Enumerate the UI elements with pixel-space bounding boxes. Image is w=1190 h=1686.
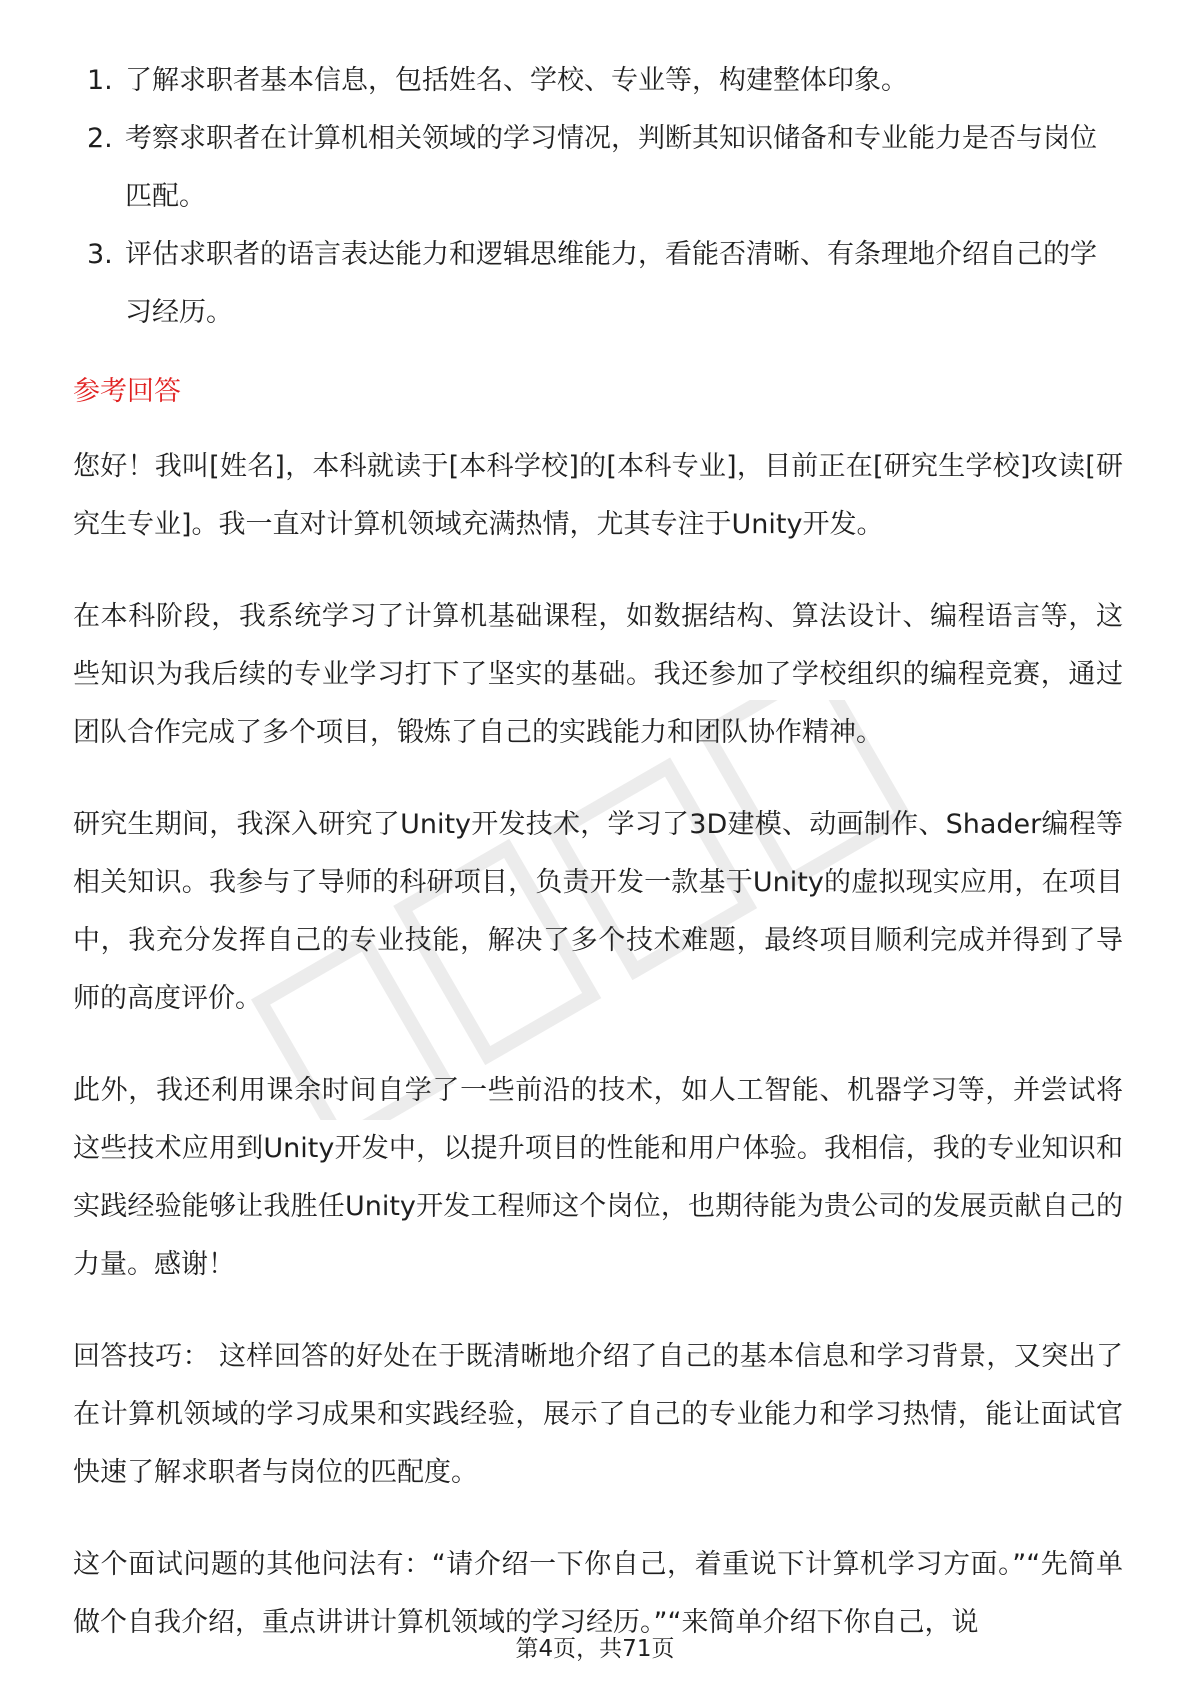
list-number: 1. bbox=[87, 65, 113, 96]
section-title: 参考回答 bbox=[73, 376, 181, 407]
paragraph: 您好！我叫[姓名]，本科就读于[本科学校]的[本科专业]，目前正在[研究生学校]攻读[研究生专业]。我一直对计算机领域充满热情，尤其专注于Unity开发。 bbox=[73, 451, 1123, 540]
list-number: 3. bbox=[87, 239, 113, 270]
numbered-list bbox=[73, 52, 1123, 342]
paragraph: 研究生期间，我深入研究了Unity开发技术，学习了3D建模、动画制作、Shader编程等相关知识。我参与了导师的科研项目，负责开发一款基于Unity的虚拟现实应用，在项目中，我充分发挥自己的专业技能，解决了多个技术难题，最终项目顺利完成并得到了导师的高度评价。 bbox=[73, 809, 1123, 1014]
list-item bbox=[73, 110, 1123, 226]
list-item bbox=[73, 52, 1123, 110]
list-text: 考察求职者在计算机相关领域的学习情况，判断其知识储备和专业能力是否与岗位匹配。 bbox=[125, 123, 1097, 212]
page-content bbox=[73, 52, 1123, 1686]
list-number: 2. bbox=[87, 123, 113, 154]
list-text: 评估求职者的语言表达能力和逻辑思维能力，看能否清晰、有条理地介绍自己的学习经历。 bbox=[125, 239, 1097, 328]
list-item bbox=[73, 226, 1123, 342]
paragraph: 回答技巧： 这样回答的好处在于既清晰地介绍了自己的基本信息和学习背景，又突出了在计算机领域的学习成果和实践经验，展示了自己的专业能力和学习热情，能让面试官快速了解求职者与岗位的匹配度。 bbox=[73, 1341, 1123, 1488]
page-footer: 第4页，共71页 bbox=[515, 1636, 675, 1662]
paragraph: 此外，我还利用课余时间自学了一些前沿的技术，如人工智能、机器学习等，并尝试将这些技术应用到Unity开发中，以提升项目的性能和用户体验。我相信，我的专业知识和实践经验能够让我胜任Unity开发工程师这个岗位，也期待能为贵公司的发展贡献自己的力量。感谢！ bbox=[73, 1075, 1123, 1280]
list-text: 了解求职者基本信息，包括姓名、学校、专业等，构建整体印象。 bbox=[125, 65, 908, 96]
paragraph: 在本科阶段，我系统学习了计算机基础课程，如数据结构、算法设计、编程语言等，这些知识为我后续的专业学习打下了坚实的基础。我还参加了学校组织的编程竞赛，通过团队合作完成了多个项目，锻炼了自己的实践能力和团队协作精神。 bbox=[73, 601, 1123, 748]
paragraph: 这个面试问题的其他问法有：“请介绍一下你自己，着重说下计算机学习方面。”“先简单做个自我介绍，重点讲讲计算机领域的学习经历。”“来简单介绍下你自己，说 bbox=[73, 1549, 1123, 1638]
